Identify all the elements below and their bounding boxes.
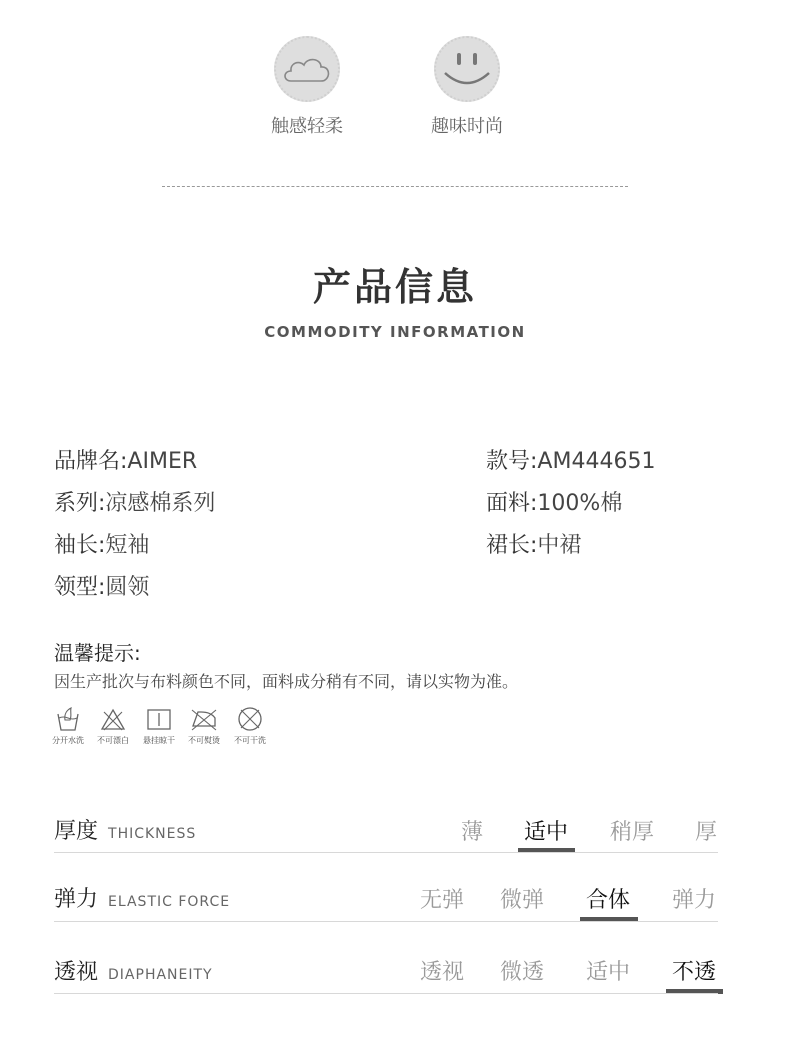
elasticity-option-slight: 微弹	[499, 888, 544, 913]
dashed-divider	[162, 186, 628, 187]
info-sleeve	[54, 528, 149, 559]
elasticity-option-fitted: 合体	[585, 888, 630, 913]
thickness-option-thin: 薄	[460, 820, 483, 845]
thickness-option-thick: 厚	[694, 820, 717, 845]
attr-transparency-label	[54, 955, 213, 986]
info-value: AM444651	[537, 449, 656, 474]
hand-wash-icon	[55, 706, 81, 732]
attr-label-en: DIAPHANEITY	[108, 967, 213, 983]
care-label: 分开水洗	[52, 736, 84, 745]
attr-label: 厚度	[54, 819, 99, 844]
transparency-option-medium: 适中	[585, 960, 630, 985]
info-brand	[54, 444, 197, 475]
row-divider	[54, 852, 718, 853]
info-collar	[54, 570, 149, 601]
section-subtitle: COMMODITY INFORMATION	[264, 323, 526, 341]
care-item	[228, 706, 272, 746]
transparency-option-slight: 微透	[499, 960, 544, 985]
attr-label-en: THICKNESS	[108, 826, 197, 842]
info-label: 款号:	[486, 449, 538, 474]
info-label: 品牌名:	[54, 449, 128, 474]
tips-title: 温馨提示:	[54, 641, 141, 665]
hang-dry-icon	[146, 706, 172, 732]
thickness-option-medium: 适中	[523, 820, 568, 845]
info-label: 面料:	[486, 491, 538, 516]
feature-soft-touch	[247, 36, 367, 138]
attr-label: 弹力	[54, 887, 99, 912]
row-divider	[54, 921, 718, 922]
row-divider	[54, 993, 718, 994]
feature-label: 触感轻柔	[271, 116, 343, 137]
info-value: 中裙	[537, 533, 582, 558]
attr-thickness-label	[54, 814, 196, 845]
info-label: 系列:	[54, 491, 106, 516]
tips-text: 因生产批次与布料颜色不同，面料成分稍有不同，请以实物为准。	[54, 672, 519, 691]
feature-fashion	[407, 36, 527, 138]
attr-label: 透视	[54, 960, 99, 985]
care-label: 不可熨烫	[188, 736, 220, 745]
no-dry-clean-icon	[237, 706, 263, 732]
info-label: 领型:	[54, 575, 106, 600]
care-label: 不可漂白	[97, 736, 129, 745]
info-value: AIMER	[127, 449, 198, 474]
feature-label: 趣味时尚	[431, 116, 503, 137]
info-style-no	[486, 444, 655, 475]
info-series	[54, 486, 215, 517]
info-value: 短袖	[105, 533, 150, 558]
elasticity-option-none: 无弹	[419, 888, 464, 913]
thickness-option-slightly-thick: 稍厚	[609, 820, 654, 845]
info-value: 圆领	[105, 575, 150, 600]
care-label: 悬挂晾干	[143, 736, 175, 745]
care-item	[91, 706, 135, 746]
no-iron-icon	[189, 706, 219, 732]
info-fabric	[486, 486, 622, 517]
cloud-icon	[274, 36, 340, 102]
care-item	[46, 706, 90, 746]
transparency-option-opaque: 不透	[671, 960, 716, 985]
section-title: 产品信息	[312, 265, 477, 309]
info-skirt	[486, 528, 581, 559]
info-label: 袖长:	[54, 533, 106, 558]
elasticity-option-stretch: 弹力	[671, 888, 716, 913]
care-item	[137, 706, 181, 746]
attr-elasticity-label	[54, 882, 230, 913]
no-bleach-icon	[100, 706, 126, 732]
attr-label-en: ELASTIC FORCE	[108, 894, 231, 910]
care-item	[182, 706, 226, 746]
transparency-option-see-through: 透视	[419, 960, 464, 985]
info-value: 凉感棉系列	[105, 491, 216, 516]
care-label: 不可干洗	[234, 736, 266, 745]
info-value: 100%棉	[537, 491, 623, 516]
smiley-icon	[434, 36, 500, 102]
info-label: 裙长:	[486, 533, 538, 558]
